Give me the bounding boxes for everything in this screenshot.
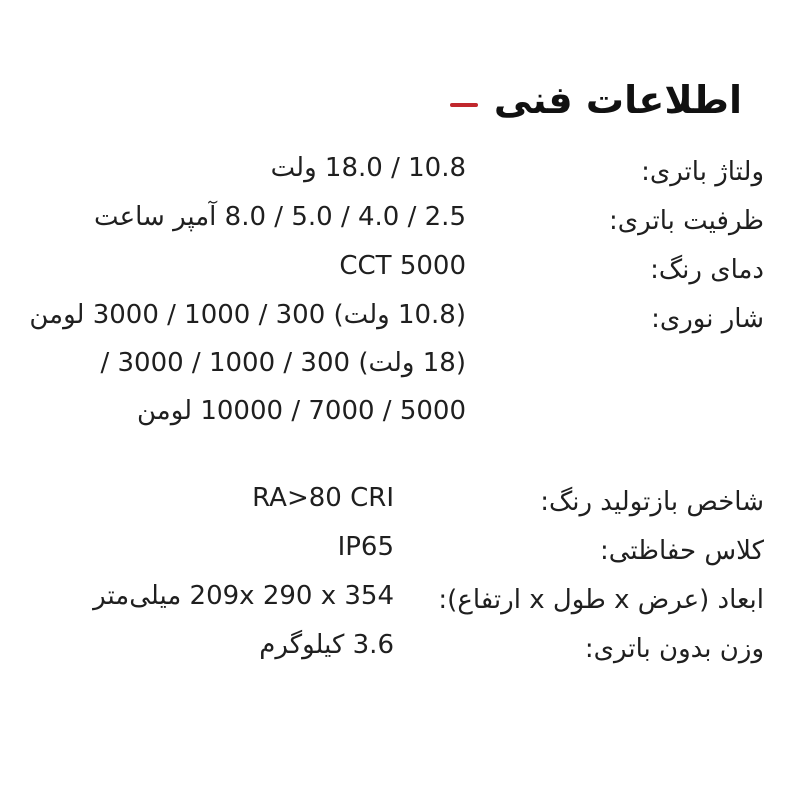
spec-value-dimensions: 209x 290 x 354 میلی‌متر xyxy=(93,581,394,611)
spec-value-weight: 3.6 کیلوگرم xyxy=(259,630,394,660)
spec-label-protection-class: کلاس حفاظتی: xyxy=(599,536,764,566)
spec-label-luminous-flux: شار نوری: xyxy=(651,304,764,334)
spec-value-protection-class: IP65 xyxy=(337,532,394,562)
section-header xyxy=(450,78,742,122)
spec-value-luminous-flux-line1: (10.8 ولت) 300 / 1000 / 3000 لومن xyxy=(29,300,466,330)
spec-value-color-temperature: CCT 5000 xyxy=(339,251,466,281)
spec-value-luminous-flux-line2: (18 ولت) 300 / 1000 / 3000 / xyxy=(100,348,466,378)
spec-label-cri: شاخص بازتولید رنگ: xyxy=(540,487,764,517)
spec-label-battery-voltage: ولتاژ باتری: xyxy=(641,157,764,187)
spec-label-battery-capacity: ظرفیت باتری: xyxy=(609,206,764,236)
spec-value-battery-capacity: 2.5 / 4.0 / 5.0 / 8.0 آمپر ساعت xyxy=(94,202,466,232)
spec-value-battery-voltage: 10.8 / 18.0 ولت xyxy=(270,153,466,183)
title-accent-bar xyxy=(450,103,478,107)
spec-value-luminous-flux-line3: 5000 / 7000 / 10000 لومن xyxy=(137,396,466,426)
section-title: اطلاعات فنی xyxy=(493,78,742,122)
spec-label-color-temperature: دمای رنگ: xyxy=(650,255,764,285)
spec-label-weight: وزن بدون باتری: xyxy=(584,634,764,664)
spec-label-dimensions: ابعاد (عرض x طول x ارتفاع): xyxy=(438,585,764,615)
spec-value-cri: RA>80 CRI xyxy=(252,483,394,513)
